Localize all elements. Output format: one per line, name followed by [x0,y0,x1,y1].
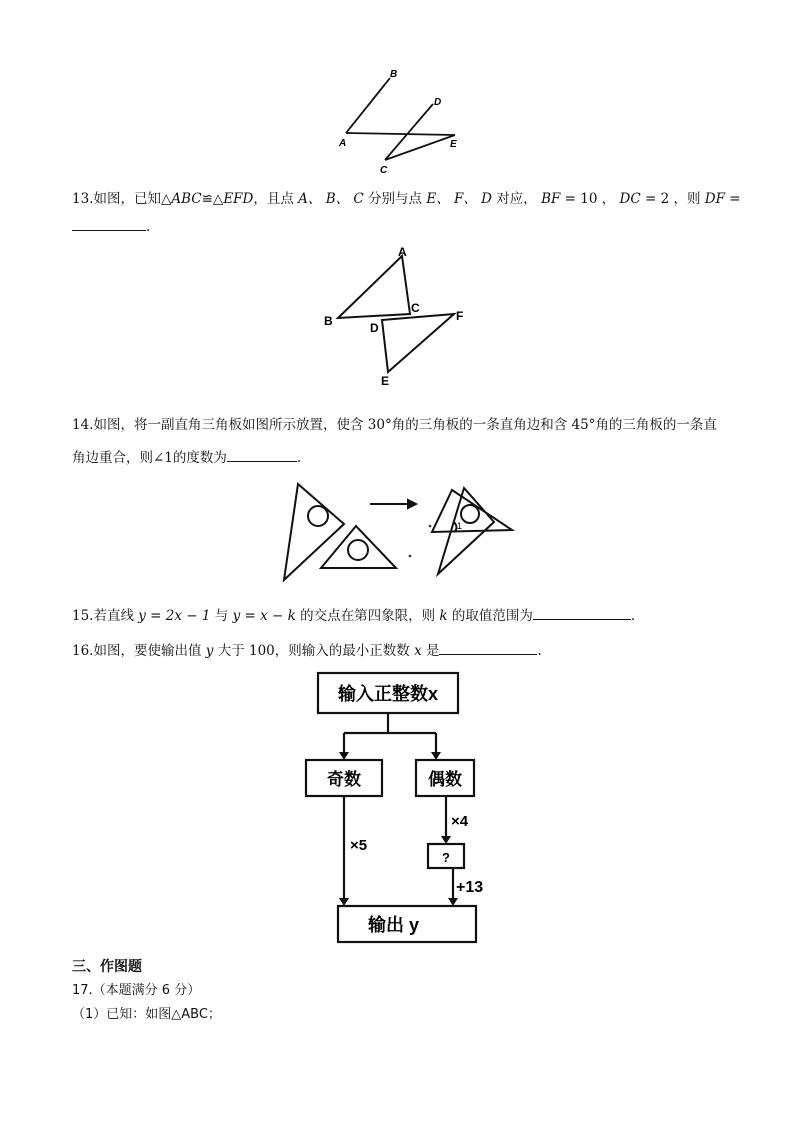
q13-answer-line [72,216,150,236]
set-square-hole [461,505,479,523]
label-d: D [434,97,442,108]
q13-points-2: E、 F、 D [426,191,492,207]
figure-q12-zigzag [330,60,470,175]
q13-eq: = [724,191,741,207]
flow-odd-label: 奇数 [327,770,361,789]
q14-text: 14.如图，将一副直角三角板如图所示放置，使含 30°角的三角板的一条直角边和含 45°角的三角板的一条直 [72,417,717,433]
label-b: B [324,314,333,328]
q13-bf: BF [541,191,561,207]
angle-label-1: 1 [457,521,463,531]
set-square-hole [348,540,368,560]
q13-abc: ABC [171,191,202,207]
flow-even-label: 偶数 [428,770,462,789]
question-16 [72,640,542,660]
q13-efd: EFD [223,191,254,207]
q15-line-1: y = 2x − 1 [138,608,211,624]
section-title: 三、作图题 [72,959,142,975]
answer-blank-13[interactable] [72,216,146,231]
q13-text: ，且点 [253,191,299,207]
q16-text: 是 [421,643,440,659]
arrow-down-icon [431,752,441,760]
label-c: C [411,301,420,315]
set-square-30 [284,484,344,580]
q13-points-1: A、 B、 C [298,191,364,207]
flow-input-label: 输入正整数x [337,684,439,704]
question-15 [72,605,635,625]
q16-text: 大于 100，则输入的最小正数数 [213,643,415,659]
q16-end: . [537,643,542,659]
label-c: C [380,165,388,175]
scan-speck [409,555,412,558]
q16-y: y [205,643,214,659]
q17-part1-text: （1）已知：如图△ABC； [72,1007,221,1022]
q14-end: . [296,450,302,466]
label-e: E [381,374,390,388]
question-14-line1 [72,416,717,434]
triangle-efd [382,314,454,372]
q13-cong: ≌△ [201,191,224,207]
question-14-line2 [72,447,301,467]
flowchart-q16 [298,668,498,948]
flow-output-label: 输出 y [368,915,420,935]
q13-text: 分别与点 [363,191,427,207]
label-f: F [456,309,464,323]
flow-unknown-label: ? [442,850,450,865]
answer-blank-16[interactable] [439,640,537,655]
arrow-down-icon [441,836,451,844]
q13-bf-value: = 10 ， [560,191,620,207]
arrow-down-icon [339,752,349,760]
q13-end: . [146,219,151,235]
arrow-down-icon [448,898,458,906]
figure-q14-set-squares [276,476,526,588]
answer-blank-14[interactable] [227,447,297,462]
question-17-header [72,982,200,1000]
section-heading [72,956,142,976]
q15-end: . [630,608,636,624]
q15-text: 与 [210,608,233,624]
q17-heading: 17.（本题满分 6 分） [72,983,201,998]
label-e: E [450,139,457,150]
q15-text: 的交点在第四象限，则 [295,608,440,624]
arrow-down-icon [339,898,349,906]
q14-text: 角边重合，则∠1的度数为 [72,450,227,466]
q15-k: k [439,608,448,624]
arrow-head-icon [408,500,416,508]
segment-ba [346,78,390,133]
figure-q13-triangles [318,244,478,390]
q13-df: DF [704,191,725,207]
question-13 [72,190,741,208]
triangle-abc [338,256,410,318]
q16-text: 16.如图，要使输出值 [72,643,206,659]
question-17-part1 [72,1006,221,1024]
flow-plus13-label: +13 [456,879,484,896]
label-a: A [398,245,407,259]
set-square-45 [321,526,396,568]
segment-ae [346,133,455,135]
answer-blank-15[interactable] [533,605,631,620]
scan-speck [429,525,432,528]
flow-times4-label: ×4 [451,813,469,830]
q13-text: 13.如图，已知△ [72,191,172,207]
q15-text: 15.若直线 [72,608,139,624]
flow-times5-label: ×5 [350,837,368,854]
q13-dc: DC [619,191,641,207]
q13-dc-value: = 2 ，则 [640,191,705,207]
q16-x: x [414,643,422,659]
q13-text: 对应， [491,191,542,207]
label-d: D [370,321,379,335]
q15-line-2: y = x − k [232,608,296,624]
q15-text: 的取值范围为 [447,608,533,624]
set-square-hole [308,506,328,526]
label-a: A [339,138,347,149]
label-b: B [390,69,398,80]
